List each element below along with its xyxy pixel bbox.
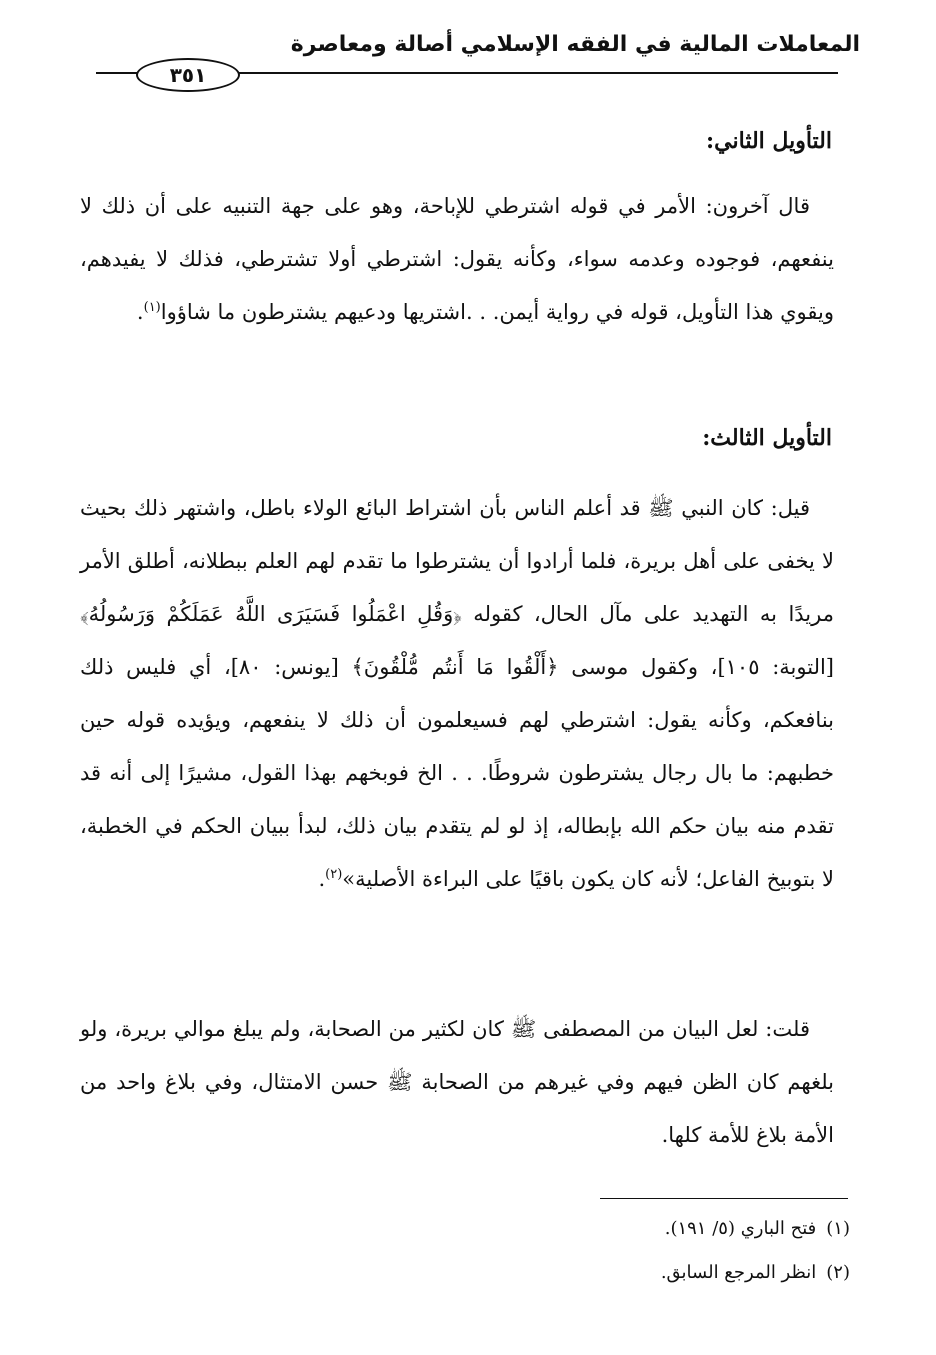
footnote-rule [600, 1198, 848, 1199]
footnote-ref-2: (٢) [325, 867, 343, 882]
paragraph-end: . [136, 300, 144, 324]
paragraph-second-interpretation [80, 180, 834, 339]
footnote-text: فتح الباري (٥/ ١٩١). [664, 1218, 817, 1239]
paragraph-third-interpretation [80, 482, 834, 906]
page-number: ٣٥١ [136, 58, 240, 92]
paragraph-author-comment: قلت: لعل البيان من المصطفى ﷺ كان لكثير من الصحابة، ولم يبلغ موالي بريرة، ولو بلغهم كان الظن فيهم وفي غيرهم من الصحابة ﷺ حسن الامتثال، وفي بلاغ واحد من الأمة بلاغ للأمة كلها. [80, 1017, 834, 1147]
paragraph-text: قيل: كان النبي ﷺ قد أعلم الناس بأن اشتراط البائع الولاء باطل، واشتهر ذلك بحيث لا يخفى على أهل بريرة، فلما أرادوا أن يشترطوا ما تقدم لهم العلم ببطلانه، أطلق الأمر مريدًا به التهديد على مآل الحال، كقوله ﴿وَقُلِ اعْمَلُوا فَسَيَرَى اللَّهُ عَمَلَكُمْ وَرَسُولُهُ﴾ [التوبة: ١٠٥]، وكقول موسى ﴿أَلْقُوا مَا أَنتُم مُّلْقُونَ﴾ [يونس: ٨٠]، أي فليس ذلك بنافعكم، وكأنه يقول: اشترطي لهم فسيعلمون أن ذلك لا ينفعهم، ويؤيده قوله حين خطبهم: ما بال رجال يشترطون شروطًا. . . الخ فوبخهم بهذا القول، مشيرًا إلى أنه قد تقدم منه بيان حكم الله بإبطاله، إذ لو لم يتقدم بيان ذلك، لبدأ ببيان الحكم في الخطبة، لا بتوبيخ الفاعل؛ لأنه كان يكون باقيًا على البراءة الأصلية» [80, 496, 834, 891]
footnote-number: (٢) [826, 1262, 850, 1283]
paragraph-end: . [318, 867, 326, 891]
footnote-1 [665, 1218, 850, 1239]
heading-second-interpretation: التأويل الثاني: [706, 128, 832, 154]
heading-third-interpretation: التأويل الثالث: [702, 425, 832, 451]
running-title: المعاملات المالية في الفقه الإسلامي أصالة ومعاصرة [290, 32, 860, 57]
footnote-ref-1: (١) [143, 300, 161, 315]
footnote-number: (١) [826, 1218, 850, 1239]
paragraph-text: قال آخرون: الأمر في قوله اشترطي للإباحة، وهو على جهة التنبيه على أن ذلك لا ينفعهم، فوجوده وعدمه سواء، وكأنه يقول: اشترطي أولا تشترطي، فذلك لا يفيدهم، ويقوي هذا التأويل، قوله في رواية أيمن. . .اشتريها ودعيهم يشترطون ما شاؤوا [80, 194, 834, 324]
footnote-text: انظر المرجع السابق. [660, 1262, 817, 1283]
footnote-2 [661, 1262, 850, 1283]
